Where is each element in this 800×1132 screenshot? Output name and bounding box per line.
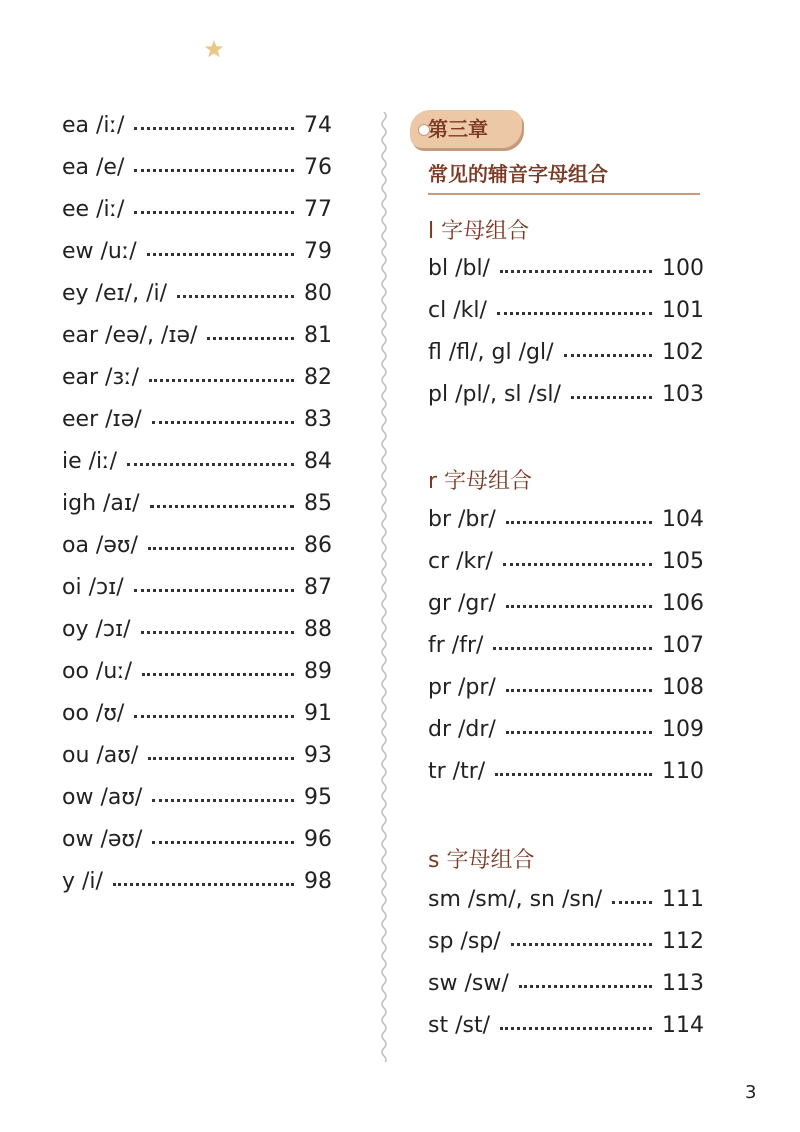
dot-leader [150,505,295,508]
toc-entry-label: dr /dr/ [428,717,496,742]
dot-leader [141,631,294,634]
toc-entry-label: ee /iː/ [62,197,125,222]
toc-entry-label: oa /əʊ/ [62,533,138,558]
toc-entry[interactable] [62,867,332,897]
toc-entry-label: igh /aɪ/ [62,491,140,516]
dot-leader [612,901,652,904]
page-number: 3 [745,1082,757,1103]
dot-leader [134,211,294,214]
toc-entry[interactable] [62,573,332,603]
toc-entry[interactable] [428,589,704,619]
toc-entry-label: oy /ɔɪ/ [62,617,131,642]
dot-leader [113,883,294,886]
toc-entry-page: 102 [662,340,704,365]
toc-entry-label: eer /ɪə/ [62,407,142,432]
toc-entry-page: 86 [304,533,332,558]
toc-entry[interactable] [62,111,332,141]
dot-leader [134,589,294,592]
toc-entry-page: 80 [304,281,332,306]
toc-entry-label: sm /sm/, sn /sn/ [428,887,603,912]
dot-leader [571,396,652,399]
toc-entry-page: 93 [304,743,332,768]
toc-entry-label: bl /bl/ [428,256,490,281]
toc-entry-page: 77 [304,197,332,222]
toc-entry-page: 110 [662,759,704,784]
toc-entry[interactable] [62,279,332,309]
toc-entry-page: 104 [662,507,704,532]
dot-leader [134,169,294,172]
toc-entry[interactable] [62,825,332,855]
toc-entry-page: 113 [662,971,704,996]
toc-entry-page: 112 [662,929,704,954]
dot-leader [506,689,652,692]
toc-entry-label: fl /fl/, gl /gl/ [428,340,554,365]
chapter-title: 常见的辅音字母组合 [428,158,700,195]
toc-entry[interactable] [62,405,332,435]
toc-entry-label: tr /tr/ [428,759,486,784]
group-heading-r: r 字母组合 [428,469,533,494]
dot-leader [147,253,294,256]
dot-leader [493,647,652,650]
dot-leader [149,379,294,382]
wavy-divider [378,112,390,1062]
toc-entry[interactable] [62,195,332,225]
dot-leader [500,270,652,273]
toc-entry-page: 107 [662,633,704,658]
dot-leader [152,841,294,844]
toc-entry-page: 76 [304,155,332,180]
dot-leader [497,312,652,315]
toc-entry[interactable] [428,927,704,957]
toc-entry-page: 114 [662,1013,704,1038]
toc-entry-label: ow /aʊ/ [62,785,143,810]
toc-entry-page: 101 [662,298,704,323]
dot-leader [177,295,294,298]
toc-entry-page: 95 [304,785,332,810]
dot-leader [127,463,294,466]
toc-entry-label: cl /kl/ [428,298,487,323]
toc-entry-page: 96 [304,827,332,852]
toc-entry-page: 88 [304,617,332,642]
toc-entry[interactable] [62,615,332,645]
dot-leader [500,1027,652,1030]
toc-entry-label: fr /fr/ [428,633,484,658]
toc-entry-label: oi /ɔɪ/ [62,575,124,600]
dot-leader [152,421,294,424]
toc-entry-label: ea /e/ [62,155,125,180]
toc-entry[interactable] [428,885,704,915]
toc-entry-page: 91 [304,701,332,726]
toc-entry-page: 108 [662,675,704,700]
dot-leader [511,943,652,946]
dot-leader [519,985,652,988]
dot-leader [134,715,294,718]
toc-entry-label: sw /sw/ [428,971,509,996]
dot-leader [148,757,294,760]
toc-entry[interactable] [62,489,332,519]
dot-leader [134,127,294,130]
toc-entry[interactable] [62,447,332,477]
toc-entry-page: 81 [304,323,332,348]
dot-leader [207,337,294,340]
toc-entry-label: ie /iː/ [62,449,117,474]
toc-entry-label: ey /eɪ/, /i/ [62,281,168,306]
toc-entry[interactable] [62,741,332,771]
toc-entry-page: 84 [304,449,332,474]
toc-entry[interactable] [428,757,704,787]
toc-entry-page: 105 [662,549,704,574]
toc-entry-page: 89 [304,659,332,684]
toc-entry-page: 106 [662,591,704,616]
dot-leader [503,563,652,566]
toc-entry[interactable] [62,237,332,267]
toc-entry[interactable] [428,254,704,284]
toc-entry-label: ear /eə/, /ɪə/ [62,323,198,348]
toc-entry-label: oo /uː/ [62,659,133,684]
toc-entry-page: 82 [304,365,332,390]
toc-entry[interactable] [428,673,704,703]
toc-entry[interactable] [428,631,704,661]
dot-leader [495,773,652,776]
toc-entry[interactable] [62,699,332,729]
toc-entry[interactable] [428,296,704,326]
toc-entry-page: 100 [662,256,704,281]
toc-entry-label: cr /kr/ [428,549,493,574]
dot-leader [564,354,653,357]
toc-entry-label: ear /ɜː/ [62,365,139,390]
group-heading-l: l 字母组合 [428,219,530,244]
toc-entry-label: pr /pr/ [428,675,496,700]
toc-entry-page: 87 [304,575,332,600]
toc-entry[interactable] [62,363,332,393]
toc-entry[interactable] [62,321,332,351]
toc-entry-label: br /br/ [428,507,496,532]
toc-entry-label: gr /gr/ [428,591,496,616]
toc-entry-page: 109 [662,717,704,742]
dot-leader [506,605,652,608]
toc-entry-page: 83 [304,407,332,432]
toc-entry-label: y /i/ [62,869,103,894]
toc-entry-page: 98 [304,869,332,894]
toc-entry[interactable] [428,547,704,577]
toc-entry-label: ea /iː/ [62,113,125,138]
toc-entry-label: ou /aʊ/ [62,743,139,768]
toc-entry-label: pl /pl/, sl /sl/ [428,382,561,407]
toc-entry[interactable] [428,969,704,999]
toc-entry[interactable] [62,657,332,687]
dot-leader [152,799,294,802]
toc-entry[interactable] [62,153,332,183]
toc-entry[interactable] [62,531,332,561]
toc-entry-page: 85 [304,491,332,516]
dot-leader [142,673,294,676]
toc-entry-label: st /st/ [428,1013,490,1038]
dot-leader [148,547,294,550]
toc-entry-label: ew /uː/ [62,239,137,264]
toc-entry-page: 79 [304,239,332,264]
toc-entry[interactable] [428,380,704,410]
toc-entry[interactable] [428,1011,704,1041]
toc-entry-page: 74 [304,113,332,138]
toc-entry[interactable] [428,338,704,368]
chapter-label: 第三章 [428,117,488,141]
toc-entry[interactable] [62,783,332,813]
dot-leader [506,731,652,734]
toc-entry-page: 111 [662,887,704,912]
dot-leader [506,521,652,524]
toc-entry[interactable] [428,505,704,535]
group-heading-s: s 字母组合 [428,848,535,873]
toc-entry-label: ow /əʊ/ [62,827,143,852]
toc-entry-label: oo /ʊ/ [62,701,125,726]
toc-entry-label: sp /sp/ [428,929,501,954]
toc-entry-page: 103 [662,382,704,407]
toc-entry[interactable] [428,715,704,745]
star-icon [203,38,225,60]
